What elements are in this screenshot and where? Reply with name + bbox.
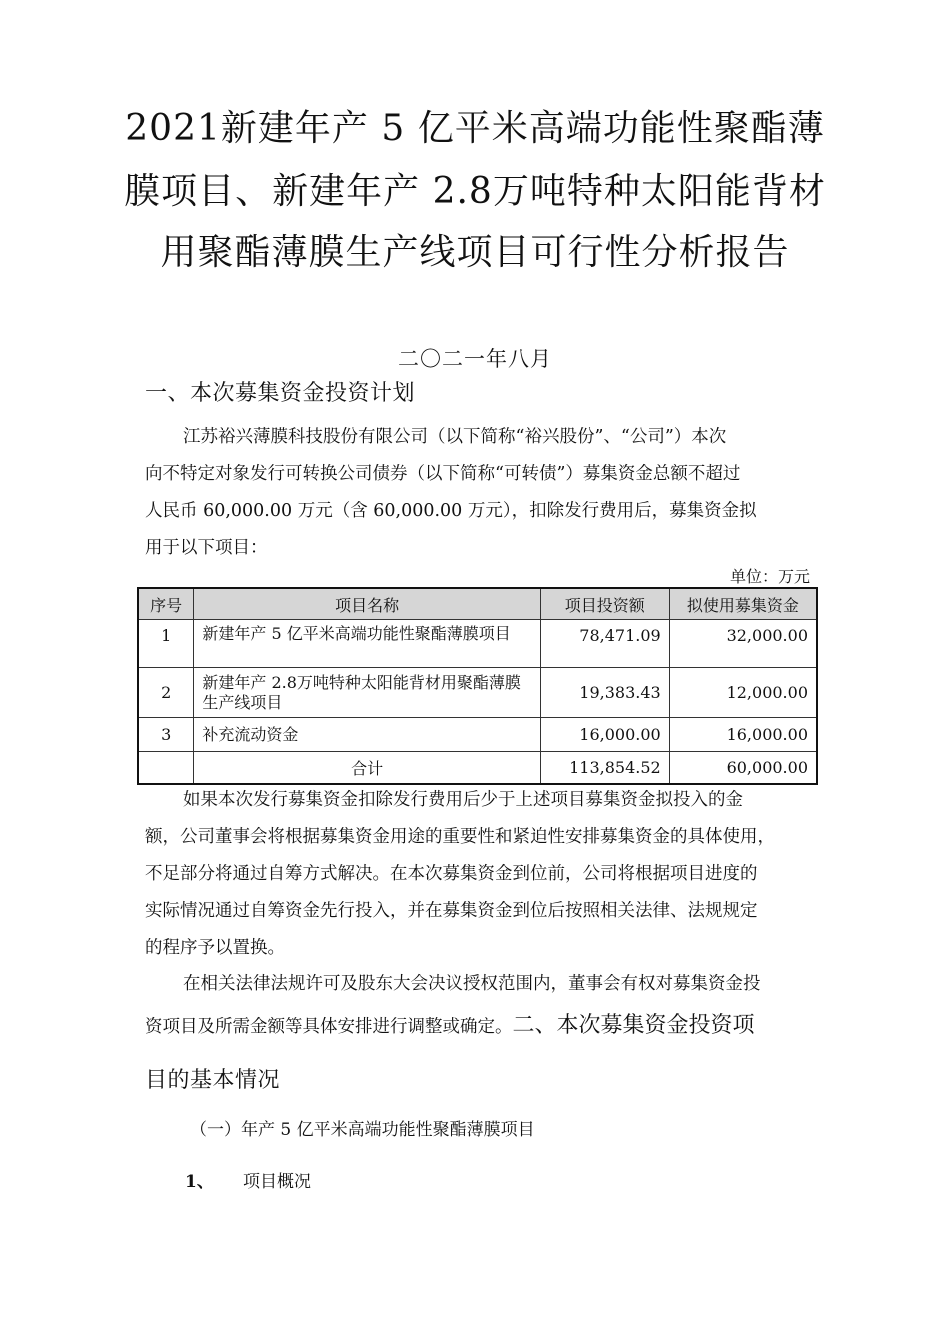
paragraph-line: 江苏裕兴薄膜科技股份有限公司（以下简称“裕兴股份”、“公司”）本次 — [183, 427, 727, 447]
section-1-paragraph — [145, 419, 820, 567]
section-2-heading-part-2: 目的基本情况 — [145, 1068, 281, 1093]
row-no: 3 — [138, 718, 194, 752]
row-project-name: 新建年产 5 亿平米高端功能性聚酯薄膜项目 — [194, 620, 540, 668]
row-investment: 16,000.00 — [540, 718, 669, 752]
total-no-cell — [138, 752, 194, 784]
total-label: 合计 — [194, 752, 540, 784]
paragraph-line: 资项目及所需金额等具体安排进行调整或确定。 — [145, 1017, 513, 1037]
paragraph-line: 人民币 60,000.00 万元（含 60,000.00 万元），扣除发行费用后，募集资金拟 — [145, 501, 757, 521]
row-investment: 19,383.43 — [540, 668, 669, 718]
section-2-heading-part-1: 二、本次募集资金投资项 — [512, 1013, 755, 1038]
row-investment: 78,471.09 — [540, 620, 669, 668]
row-raised-funds: 16,000.00 — [669, 718, 817, 752]
row-no: 2 — [138, 668, 194, 718]
header-project-name: 项目名称 — [194, 588, 540, 620]
table-row — [138, 620, 817, 668]
table-total-row — [138, 752, 817, 784]
item-number: 1、 — [185, 1172, 214, 1192]
section-1-heading: 一、本次募集资金投资计划 — [145, 381, 416, 406]
table-row — [138, 718, 817, 752]
paragraph-line: 不足部分将通过自筹方式解决。在本次募集资金到位前，公司将根据项目进度的 — [145, 864, 758, 884]
row-no: 1 — [138, 620, 194, 668]
table-header-row — [138, 588, 817, 620]
section-1-paragraph-2 — [145, 782, 820, 967]
item-heading — [185, 1167, 311, 1192]
paragraph-line: 实际情况通过自筹资金先行投入，并在募集资金到位后按照相关法律、法规规定 — [145, 901, 758, 921]
header-raised-funds: 拟使用募集资金 — [669, 588, 817, 620]
report-title-line-2: 膜项目、新建年产 2.8万吨特种太阳能背材 — [124, 171, 826, 212]
row-project-name: 新建年产 2.8万吨特种太阳能背材用聚酯薄膜生产线项目 — [194, 668, 540, 718]
row-raised-funds: 32,000.00 — [669, 620, 817, 668]
report-title-line-3: 用聚酯薄膜生产线项目可行性分析报告 — [160, 232, 790, 273]
row-raised-funds: 12,000.00 — [669, 668, 817, 718]
section-1-paragraph-3-end — [145, 1006, 820, 1047]
investment-table — [137, 587, 818, 785]
paragraph-line: 用于以下项目： — [145, 538, 268, 558]
paragraph-line: 额，公司董事会将根据募集资金用途的重要性和紧迫性安排募集资金的具体使用， — [145, 827, 775, 847]
paragraph-line: 的程序予以置换。 — [145, 938, 285, 958]
item-label: 项目概况 — [243, 1172, 311, 1192]
paragraph-line: 如果本次发行募集资金扣除发行费用后少于上述项目募集资金拟投入的金 — [183, 790, 743, 810]
total-investment: 113,854.52 — [540, 752, 669, 784]
table-row — [138, 668, 817, 718]
table-unit-label: 单位：万元 — [729, 567, 810, 586]
section-1-paragraph-3 — [145, 966, 820, 1003]
paragraph-line: 向不特定对象发行可转换公司债券（以下简称“可转债”）募集资金总额不超过 — [145, 464, 741, 484]
total-raised-funds: 60,000.00 — [669, 752, 817, 784]
header-investment: 项目投资额 — [540, 588, 669, 620]
report-date: 二〇二一年八月 — [398, 347, 552, 371]
header-no: 序号 — [138, 588, 194, 620]
report-title-line-1: 2021新建年产 5 亿平米高端功能性聚酯薄 — [125, 108, 825, 149]
subsection-heading: （一）年产 5 亿平米高端功能性聚酯薄膜项目 — [190, 1120, 535, 1140]
paragraph-line: 在相关法律法规许可及股东大会决议授权范围内，董事会有权对募集资金投 — [183, 974, 761, 994]
row-project-name: 补充流动资金 — [194, 718, 540, 752]
